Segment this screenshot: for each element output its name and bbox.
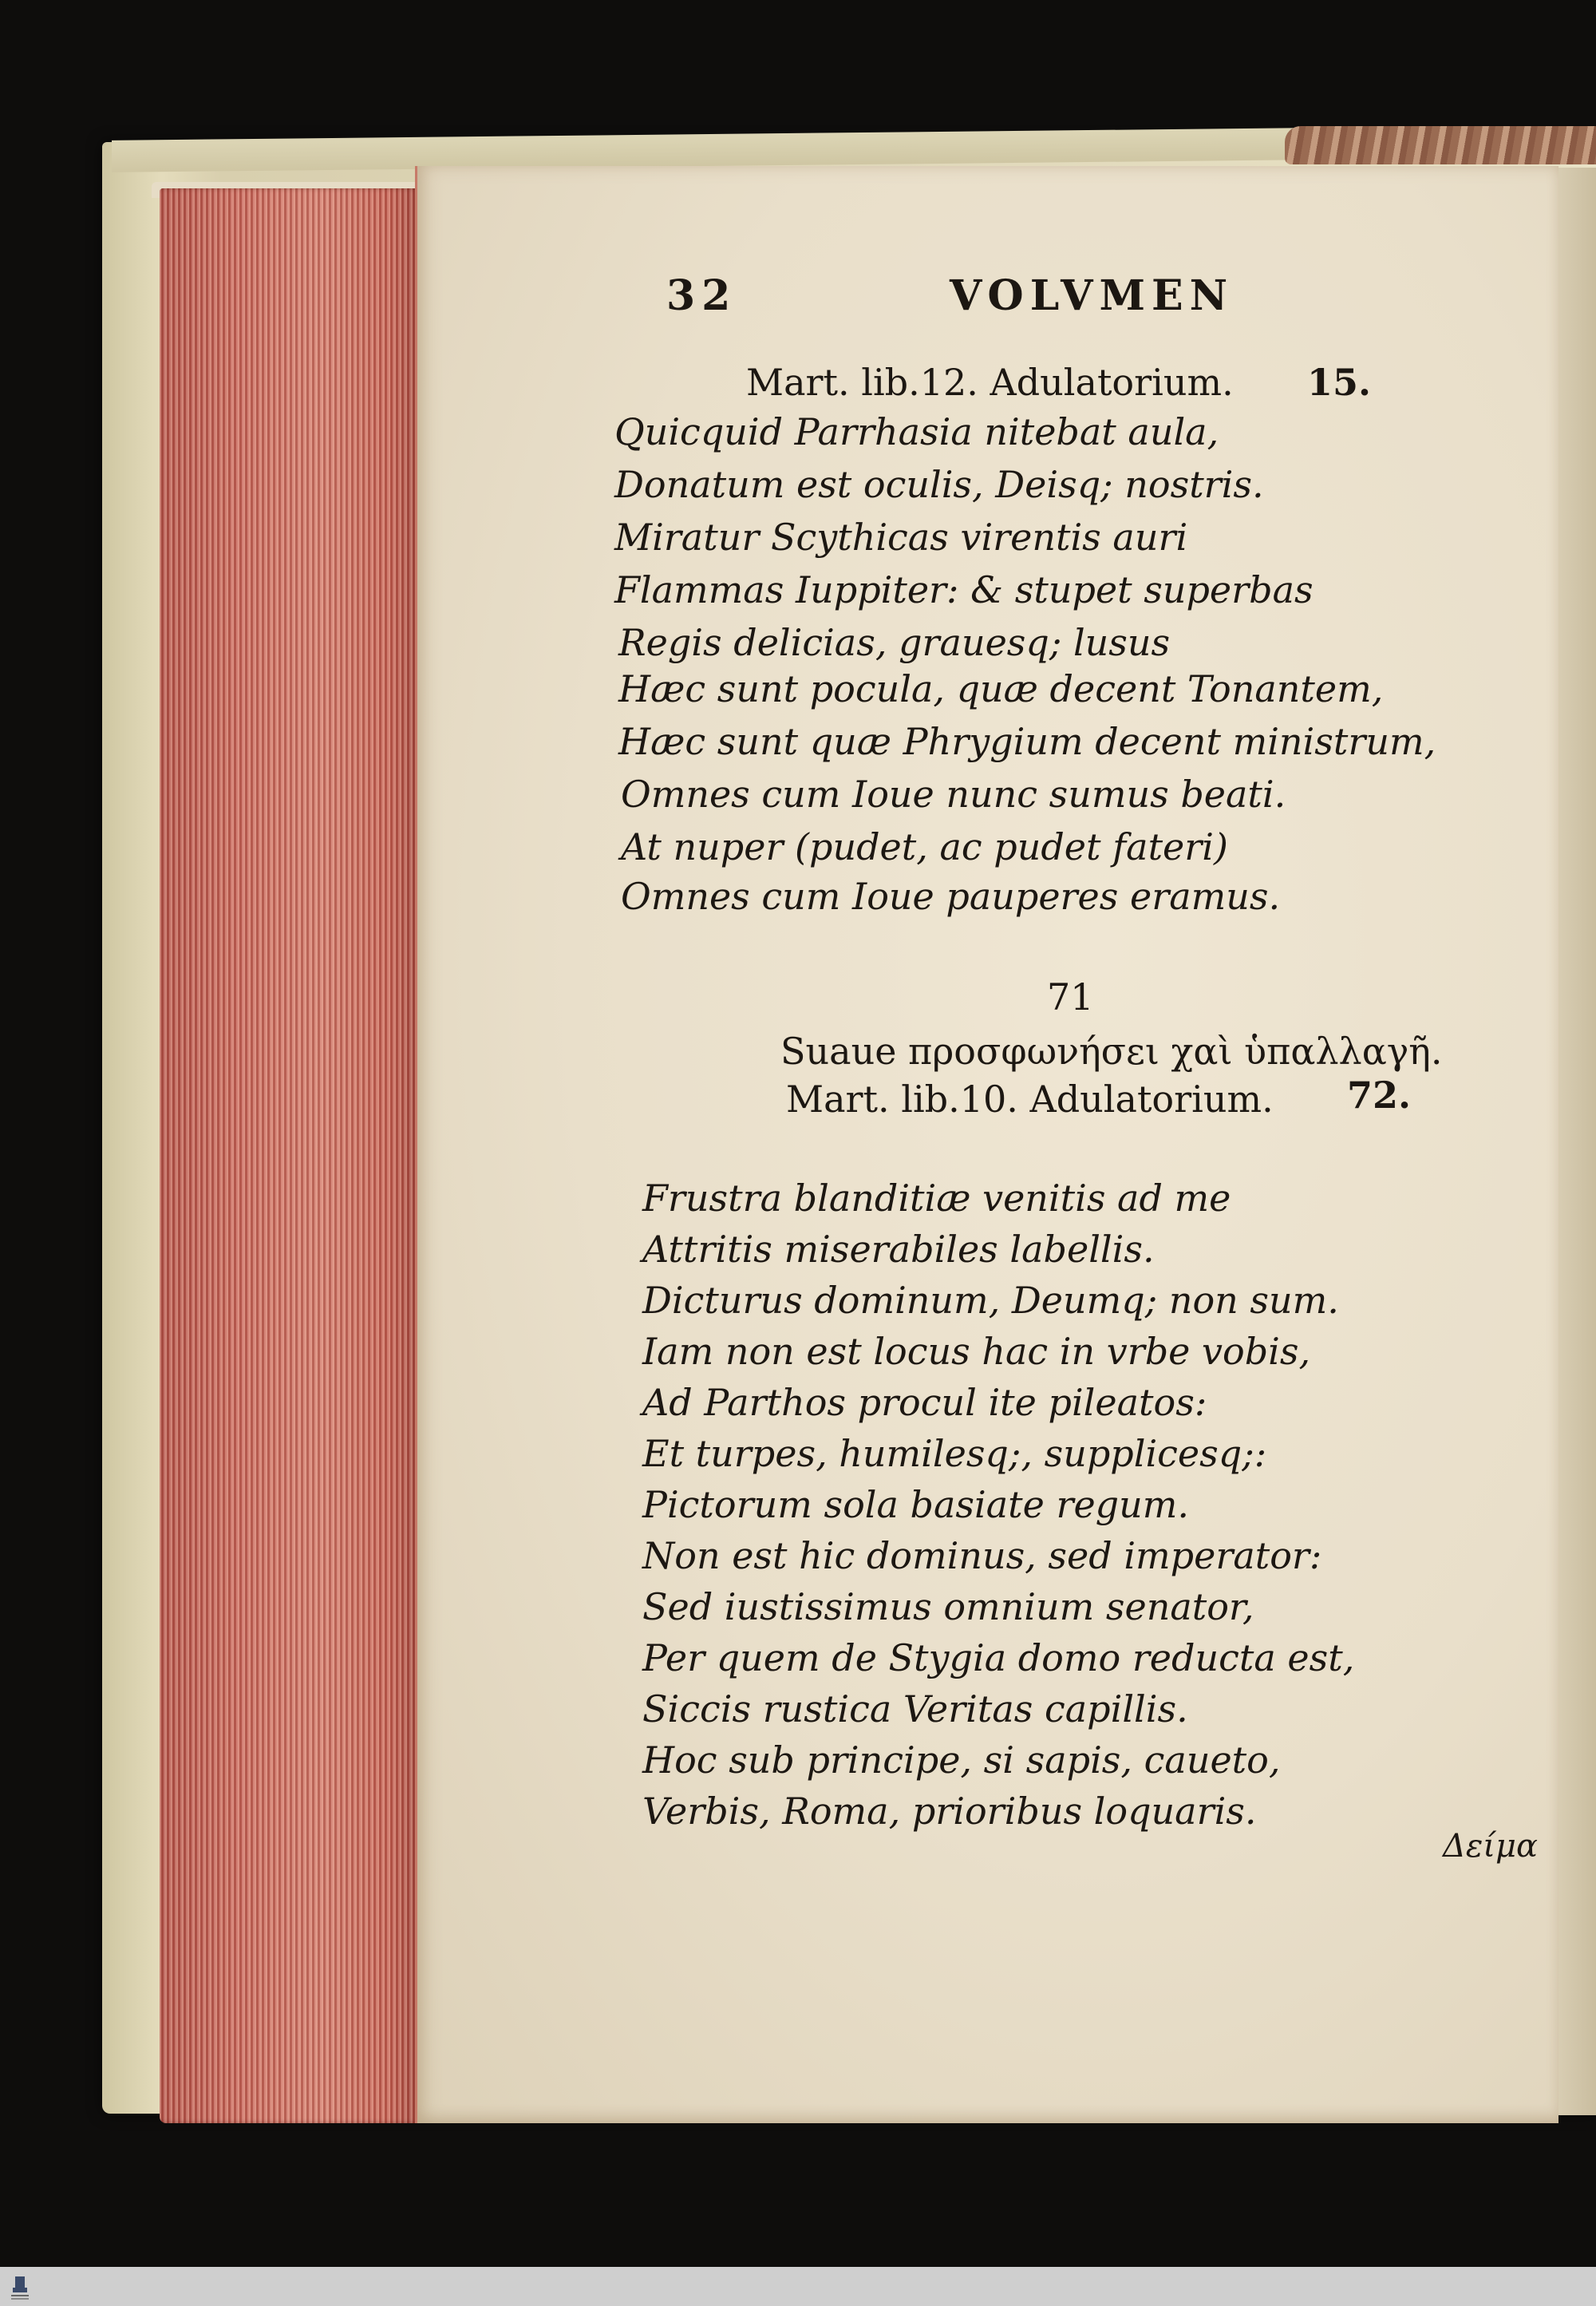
verse-line: Pictorum sola basiate regum. <box>642 1483 1189 1526</box>
verse-line: Flammas Iuppiter: & stupet superbas <box>614 568 1314 611</box>
library-logo-icon <box>8 2275 32 2300</box>
verse-line: Hæc sunt pocula, quæ decent Tonantem, <box>618 667 1384 710</box>
epigram-heading: Mart. lib.12. Adulatorium. <box>746 361 1234 404</box>
verse-line: Frustra blanditiæ venitis ad me <box>642 1177 1231 1220</box>
epigram-number: 72. <box>1347 1074 1412 1117</box>
viewer-bottom-bar <box>0 2267 1596 2306</box>
verse-line: Donatum est oculis, Deisq; nostris. <box>614 463 1264 506</box>
verse-line: Quicquid Parrhasia nitebat aula, <box>614 410 1219 453</box>
red-page-edges <box>160 188 431 2123</box>
verse-line: Non est hic dominus, sed imperator: <box>642 1534 1322 1577</box>
verse-line: Verbis, Roma, prioribus loquaris. <box>642 1790 1257 1833</box>
headband <box>1285 126 1596 164</box>
facing-page-strip <box>1556 168 1596 2115</box>
verse-line: Regis delicias, grauesq; lusus <box>618 621 1171 664</box>
verse-line: Hæc sunt quæ Phrygium decent ministrum, <box>618 720 1436 763</box>
epigram-number: 15. <box>1307 361 1372 404</box>
catchword: Δείμα <box>1443 1828 1539 1865</box>
verse-line: Omnes cum Ioue pauperes eramus. <box>621 875 1281 918</box>
verse-line: Per quem de Stygia domo reducta est, <box>642 1636 1355 1679</box>
verse-line: Miratur Scythicas virentis auri <box>614 516 1188 559</box>
running-title: VOLVMEN <box>950 271 1235 320</box>
verse-line: Dicturus dominum, Deumq; non sum. <box>642 1279 1339 1322</box>
verse-line: At nuper (pudet, ac pudet fateri) <box>621 825 1228 868</box>
verse-line: Iam non est locus hac in vrbe vobis, <box>642 1330 1311 1373</box>
section-line: Suaue προσφωνήσει χαὶ ὑπαλλαγῆ. <box>780 1030 1443 1073</box>
verse-line: Siccis rustica Veritas capillis. <box>642 1687 1188 1730</box>
verse-line: Omnes cum Ioue nunc sumus beati. <box>621 773 1286 816</box>
verse-line: Attritis miserabiles labellis. <box>642 1228 1155 1271</box>
section-number: 71 <box>1047 975 1094 1019</box>
verse-line: Ad Parthos procul ite pileatos: <box>642 1381 1207 1424</box>
verse-line: Et turpes, humilesq;, supplicesq;: <box>642 1432 1267 1475</box>
verse-line: Hoc sub principe, si sapis, caueto, <box>642 1738 1281 1782</box>
page-number: 32 <box>666 271 737 320</box>
epigram-heading: Mart. lib.10. Adulatorium. <box>786 1078 1274 1121</box>
verse-line: Sed iustissimus omnium senator, <box>642 1585 1254 1628</box>
